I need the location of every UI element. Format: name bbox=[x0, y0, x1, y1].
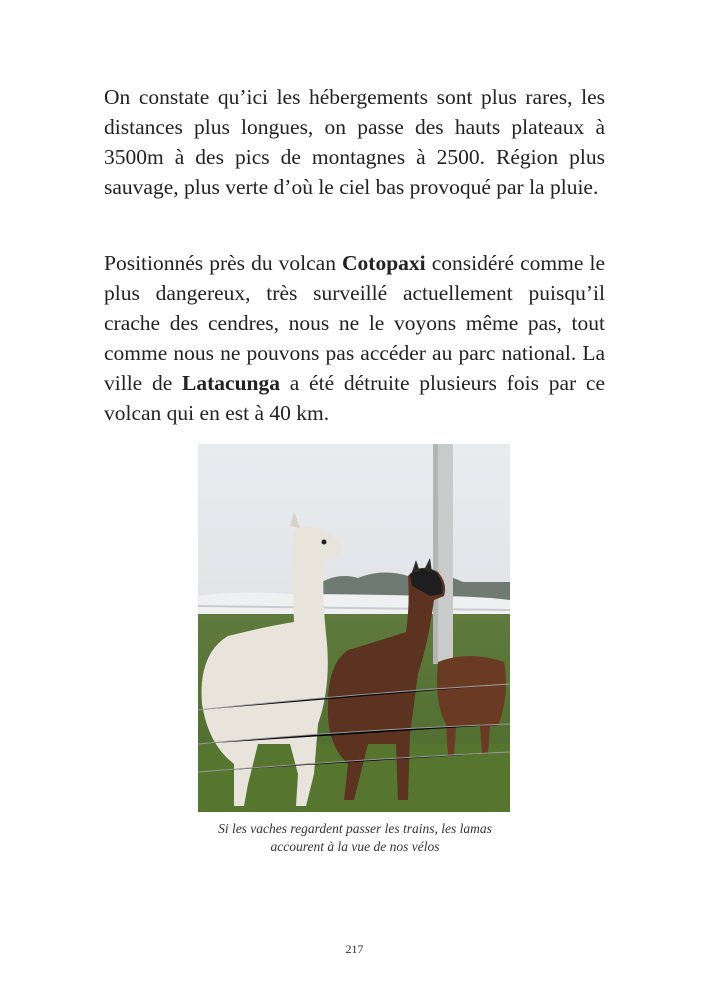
caption-line-1: Si les vaches regardent passer les trains, les lamas bbox=[218, 821, 492, 836]
paragraph-2 bbox=[104, 248, 605, 428]
paragraph-1: On constate qu’ici les hébergements sont plus rares, les distances plus longues, on passe des hauts plateaux à 3500m à des pics de montagnes à 2500. Région plus sauvage, plus verte d’où le ciel bas provoqué par la pluie. bbox=[104, 85, 605, 199]
paragraph-2-text-1: Positionnés près du volcan bbox=[104, 251, 343, 275]
llamas-photo bbox=[198, 444, 510, 812]
city-name: Latacunga bbox=[182, 371, 280, 395]
paragraph-2-text-2: considéré comme le plus dangereux, très surveillé actuellement puisqu’il crache des cendres, nous ne le voyons même pas, tout comme nous ne pouvons pas accéder au parc national. La ville de bbox=[104, 251, 605, 395]
volcano-name: Cotopaxi bbox=[342, 251, 426, 275]
paragraph-2-text-3: a été détruite plusieurs fois par ce volcan qui en est à 40 km. bbox=[104, 371, 605, 425]
photo-caption bbox=[150, 820, 560, 856]
caption-line-2: accourent à la vue de nos vélos bbox=[270, 839, 440, 854]
page-number: 217 bbox=[345, 942, 364, 956]
